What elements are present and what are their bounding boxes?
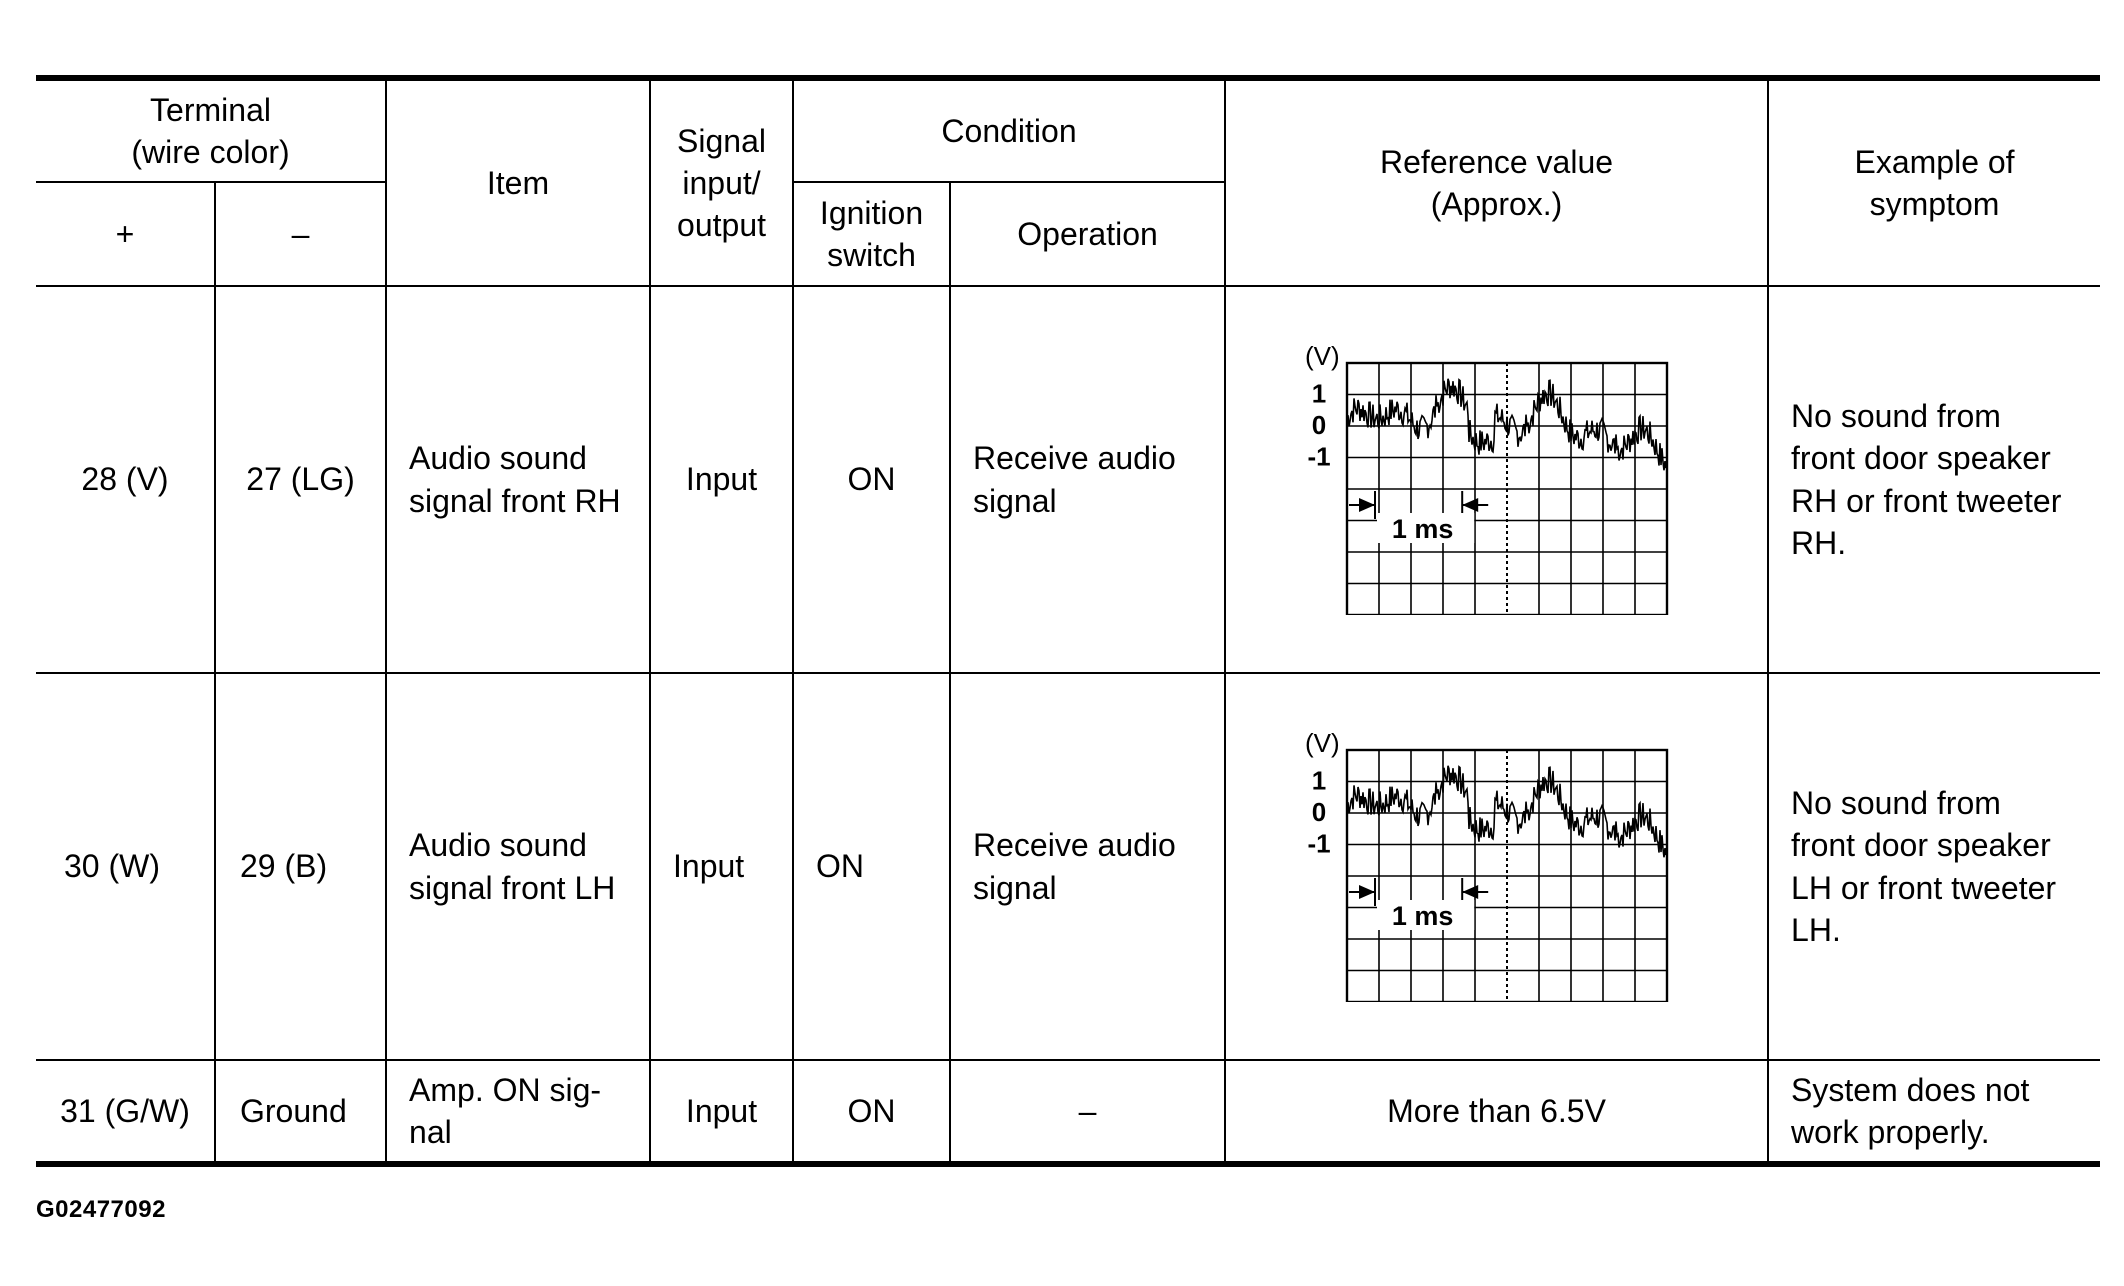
terminal-minus: Ground [215, 1060, 386, 1164]
header-ignition-switch: Ignition switch [793, 182, 950, 286]
scope-trace [1347, 765, 1667, 857]
item-cell: Audio sound signal front LH [386, 673, 650, 1060]
scope-y-label: 0 [1311, 409, 1326, 440]
symptom-cell: No sound from front door speaker RH or front tweeter RH. [1768, 286, 2100, 673]
table-row [36, 286, 2100, 673]
terminal-plus: 30 (W) [36, 673, 215, 1060]
terminal-minus: 27 (LG) [215, 286, 386, 673]
header-signal-io: Signal input/ output [650, 78, 793, 286]
header-item: Item [386, 78, 650, 286]
signal-io-cell: Input [650, 286, 793, 673]
scope-trace [1347, 378, 1667, 470]
header-terminal: Terminal (wire color) [36, 78, 386, 182]
operation-cell: Receive audio signal [950, 673, 1225, 1060]
oscilloscope-waveform [1297, 345, 1697, 615]
scope-y-label: 1 [1311, 378, 1326, 408]
operation-cell: Receive audio signal [950, 286, 1225, 673]
scope-unit-label: (V) [1304, 344, 1340, 371]
scope-y-label: -1 [1306, 441, 1331, 471]
scope-grid [1347, 750, 1667, 1002]
scope-unit-label: (V) [1304, 731, 1340, 758]
header-plus: + [36, 182, 215, 286]
ignition-cell: ON [793, 1060, 950, 1164]
table-row [36, 673, 2100, 1060]
figure-code: G02477092 [36, 1196, 166, 1223]
symptom-cell: System does not work properly. [1768, 1060, 2100, 1164]
operation-cell: – [950, 1060, 1225, 1164]
signal-io-cell: Input [650, 673, 793, 1060]
symptom-cell: No sound from front door speaker LH or front tweeter LH. [1768, 673, 2100, 1060]
scope-grid [1347, 363, 1667, 615]
reference-waveform-cell [1225, 286, 1768, 673]
header-reference-value: Reference value (Approx.) [1225, 78, 1768, 286]
signal-io-cell: Input [650, 1060, 793, 1164]
header-symptom: Example of symptom [1768, 78, 2100, 286]
header-operation: Operation [950, 182, 1225, 286]
scope-time-label: 1 ms [1391, 513, 1453, 544]
oscilloscope-waveform [1297, 732, 1697, 1002]
scope-y-label: -1 [1306, 828, 1331, 858]
scope-y-label: 1 [1311, 765, 1326, 795]
ignition-cell: ON [793, 673, 950, 1060]
scope-y-label: 0 [1311, 796, 1326, 827]
item-cell: Audio sound signal front RH [386, 286, 650, 673]
ignition-cell: ON [793, 286, 950, 673]
terminal-plus: 31 (G/W) [36, 1060, 215, 1164]
header-condition: Condition [793, 78, 1225, 182]
terminal-reference-table [36, 75, 2100, 1167]
scope-time-label: 1 ms [1391, 900, 1453, 931]
terminal-minus: 29 (B) [215, 673, 386, 1060]
reference-value-cell: More than 6.5V [1225, 1060, 1768, 1164]
table-row [36, 1060, 2100, 1164]
terminal-plus: 28 (V) [36, 286, 215, 673]
item-cell: Amp. ON sig- nal [386, 1060, 650, 1164]
reference-waveform-cell [1225, 673, 1768, 1060]
header-minus: – [215, 182, 386, 286]
